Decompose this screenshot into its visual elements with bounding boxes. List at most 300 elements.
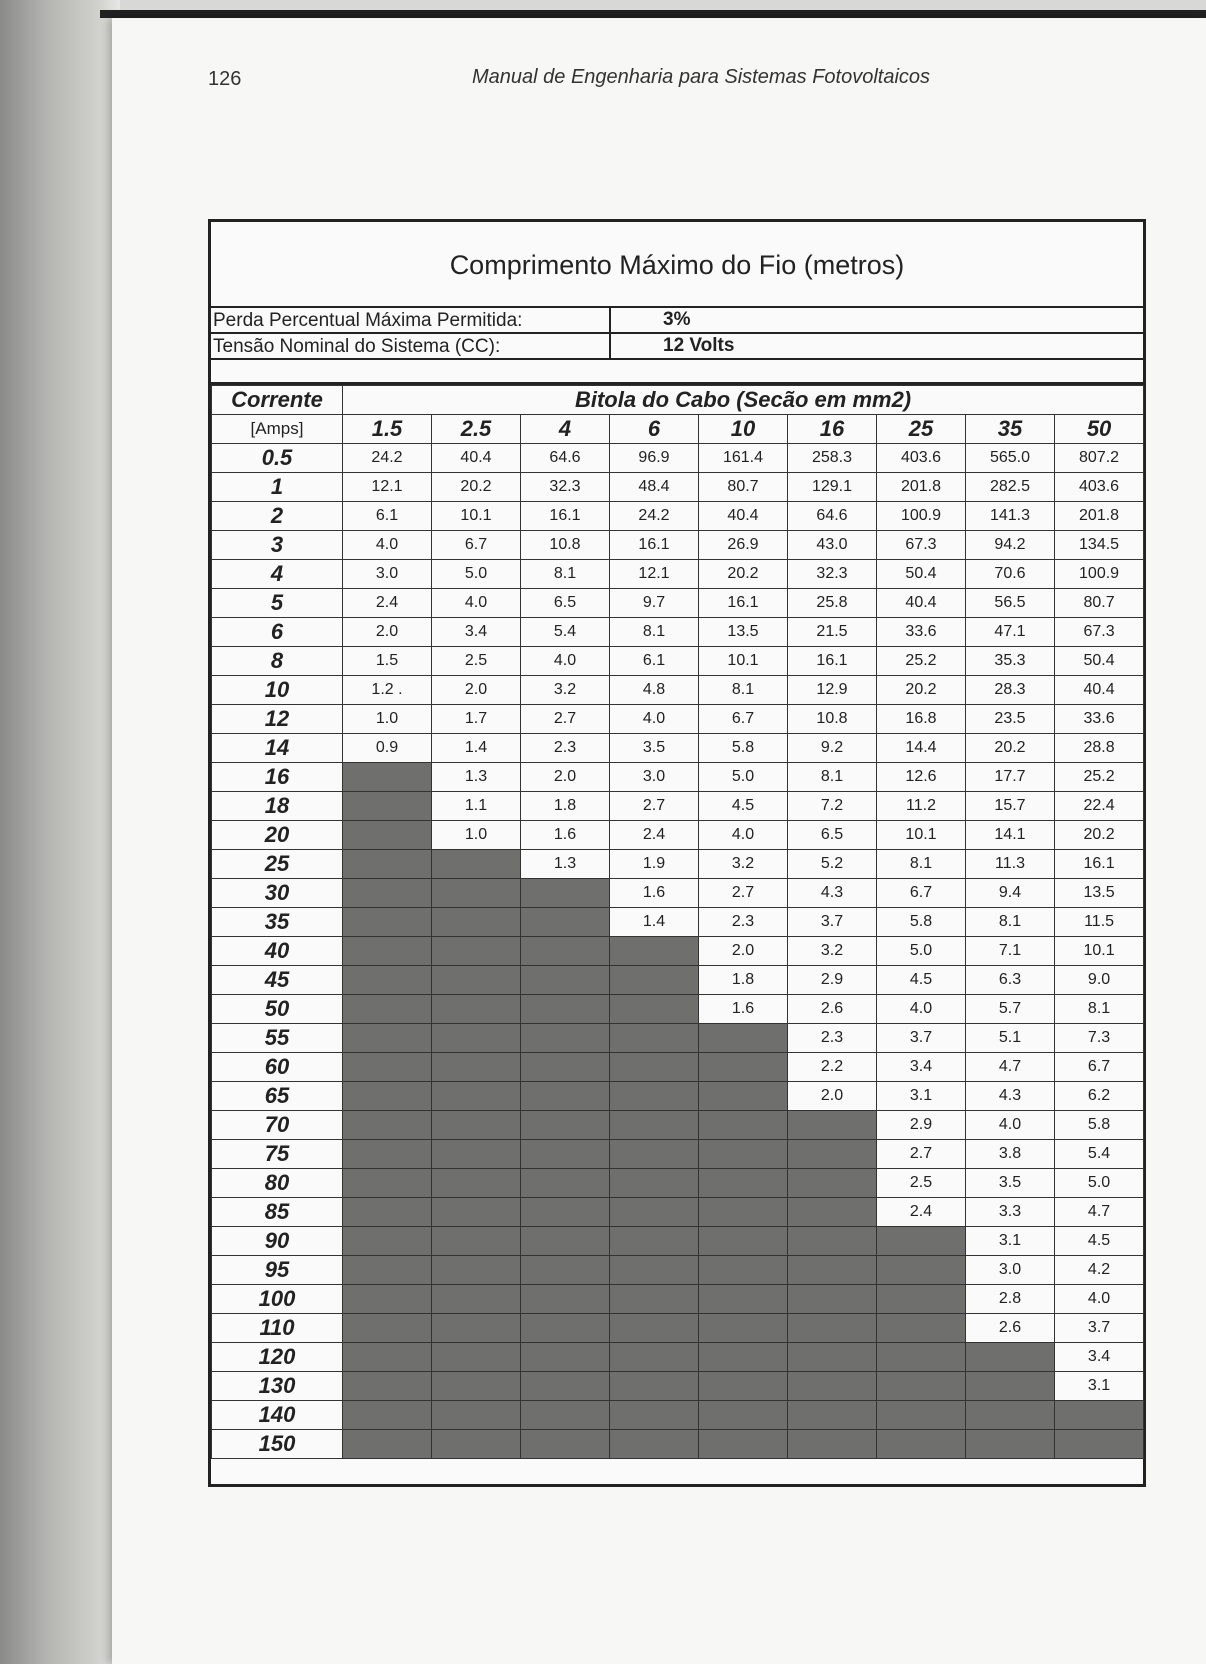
unavailable-cell	[699, 1169, 788, 1198]
current-value: 5	[212, 589, 343, 618]
voltage-label: Tensão Nominal do Sistema (CC):	[213, 336, 501, 357]
current-value: 8	[212, 647, 343, 676]
length-cell: 6.1	[610, 647, 699, 676]
length-cell: 2.7	[521, 705, 610, 734]
length-cell: 6.1	[343, 502, 432, 531]
length-cell: 5.0	[1055, 1169, 1144, 1198]
unavailable-cell	[788, 1343, 877, 1372]
unavailable-cell	[343, 1140, 432, 1169]
length-cell: 13.5	[699, 618, 788, 647]
length-cell: 10.1	[877, 821, 966, 850]
length-cell: 5.1	[966, 1024, 1055, 1053]
length-cell: 24.2	[343, 444, 432, 473]
length-cell: 3.0	[610, 763, 699, 792]
unavailable-cell	[521, 1430, 610, 1459]
unavailable-cell	[610, 1140, 699, 1169]
unavailable-cell	[343, 937, 432, 966]
unavailable-cell	[521, 1169, 610, 1198]
current-value: 100	[212, 1285, 343, 1314]
unavailable-cell	[788, 1401, 877, 1430]
unavailable-cell	[432, 879, 521, 908]
length-cell: 3.1	[877, 1082, 966, 1111]
current-value: 90	[212, 1227, 343, 1256]
unavailable-cell	[788, 1111, 877, 1140]
length-cell: 2.0	[788, 1082, 877, 1111]
unavailable-cell	[432, 1169, 521, 1198]
table-row	[212, 1024, 1144, 1053]
length-cell: 9.4	[966, 879, 1055, 908]
length-cell: 11.5	[1055, 908, 1144, 937]
unavailable-cell	[966, 1430, 1055, 1459]
unavailable-cell	[610, 1111, 699, 1140]
length-cell: 4.7	[966, 1053, 1055, 1082]
unavailable-cell	[699, 1198, 788, 1227]
unavailable-cell	[1055, 1430, 1144, 1459]
unavailable-cell	[343, 792, 432, 821]
length-cell: 4.7	[1055, 1198, 1144, 1227]
length-cell: 28.3	[966, 676, 1055, 705]
unavailable-cell	[788, 1372, 877, 1401]
current-value: 25	[212, 850, 343, 879]
unavailable-cell	[432, 1111, 521, 1140]
length-cell: 403.6	[877, 444, 966, 473]
unavailable-cell	[699, 1285, 788, 1314]
length-cell: 1.6	[610, 879, 699, 908]
length-cell: 3.2	[699, 850, 788, 879]
unavailable-cell	[699, 1082, 788, 1111]
unavailable-cell	[343, 1169, 432, 1198]
length-cell: 12.6	[877, 763, 966, 792]
length-cell: 22.4	[1055, 792, 1144, 821]
current-value: 65	[212, 1082, 343, 1111]
length-cell: 64.6	[788, 502, 877, 531]
length-cell: 40.4	[877, 589, 966, 618]
length-cell: 5.8	[1055, 1111, 1144, 1140]
length-cell: 282.5	[966, 473, 1055, 502]
unavailable-cell	[699, 1111, 788, 1140]
unavailable-cell	[610, 1198, 699, 1227]
length-cell: 2.5	[877, 1169, 966, 1198]
voltage-value: 12 Volts	[663, 335, 735, 356]
length-cell: 1.3	[521, 850, 610, 879]
length-cell: 100.9	[1055, 560, 1144, 589]
length-cell: 4.0	[699, 821, 788, 850]
unavailable-cell	[610, 1082, 699, 1111]
unavailable-cell	[521, 1082, 610, 1111]
length-cell: 21.5	[788, 618, 877, 647]
length-cell: 2.4	[877, 1198, 966, 1227]
length-cell: 8.1	[699, 676, 788, 705]
length-cell: 4.0	[610, 705, 699, 734]
gauge-col-header: 35	[966, 415, 1055, 444]
gauge-col-header: 10	[699, 415, 788, 444]
length-cell: 2.7	[610, 792, 699, 821]
length-cell: 2.3	[788, 1024, 877, 1053]
length-cell: 1.1	[432, 792, 521, 821]
unavailable-cell	[788, 1430, 877, 1459]
length-cell: 12.1	[610, 560, 699, 589]
unavailable-cell	[432, 937, 521, 966]
current-value: 85	[212, 1198, 343, 1227]
length-cell: 1.3	[432, 763, 521, 792]
unavailable-cell	[699, 1227, 788, 1256]
unavailable-cell	[521, 1314, 610, 1343]
unavailable-cell	[343, 1314, 432, 1343]
unavailable-cell	[432, 1198, 521, 1227]
unavailable-cell	[521, 1285, 610, 1314]
length-cell: 4.0	[877, 995, 966, 1024]
table-row	[212, 966, 1144, 995]
unavailable-cell	[610, 1053, 699, 1082]
length-cell: 1.4	[610, 908, 699, 937]
length-cell: 4.5	[1055, 1227, 1144, 1256]
length-cell: 67.3	[1055, 618, 1144, 647]
data-grid	[211, 385, 1144, 1459]
unavailable-cell	[610, 995, 699, 1024]
unavailable-cell	[343, 908, 432, 937]
unavailable-cell	[788, 1314, 877, 1343]
length-cell: 6.7	[699, 705, 788, 734]
unavailable-cell	[432, 1140, 521, 1169]
unavailable-cell	[521, 879, 610, 908]
current-value: 16	[212, 763, 343, 792]
current-value: 70	[212, 1111, 343, 1140]
length-cell: 14.1	[966, 821, 1055, 850]
unavailable-cell	[432, 1053, 521, 1082]
length-cell: 7.2	[788, 792, 877, 821]
table-row	[212, 1140, 1144, 1169]
table-row	[212, 792, 1144, 821]
length-cell: 1.8	[699, 966, 788, 995]
length-cell: 11.2	[877, 792, 966, 821]
length-cell: 1.9	[610, 850, 699, 879]
length-cell: 6.7	[877, 879, 966, 908]
table-row	[212, 1372, 1144, 1401]
gauge-header: Bitola do Cabo (Secão em mm2)	[343, 386, 1144, 415]
length-cell: 3.3	[966, 1198, 1055, 1227]
length-cell: 565.0	[966, 444, 1055, 473]
unavailable-cell	[699, 1314, 788, 1343]
length-cell: 6.3	[966, 966, 1055, 995]
length-cell: 47.1	[966, 618, 1055, 647]
table-row	[212, 647, 1144, 676]
current-value: 50	[212, 995, 343, 1024]
current-value: 95	[212, 1256, 343, 1285]
length-cell: 2.7	[877, 1140, 966, 1169]
unavailable-cell	[699, 1256, 788, 1285]
unavailable-cell	[1055, 1401, 1144, 1430]
unavailable-cell	[343, 763, 432, 792]
length-cell: 5.4	[1055, 1140, 1144, 1169]
length-cell: 16.1	[1055, 850, 1144, 879]
length-cell: 10.1	[699, 647, 788, 676]
length-cell: 201.8	[1055, 502, 1144, 531]
unavailable-cell	[343, 1401, 432, 1430]
length-cell: 1.6	[521, 821, 610, 850]
length-cell: 9.7	[610, 589, 699, 618]
length-cell: 1.4	[432, 734, 521, 763]
unavailable-cell	[877, 1285, 966, 1314]
length-cell: 80.7	[699, 473, 788, 502]
unavailable-cell	[966, 1343, 1055, 1372]
length-cell: 48.4	[610, 473, 699, 502]
unavailable-cell	[343, 995, 432, 1024]
current-value: 10	[212, 676, 343, 705]
length-cell: 2.3	[699, 908, 788, 937]
table-row	[212, 734, 1144, 763]
length-cell: 8.1	[966, 908, 1055, 937]
unavailable-cell	[343, 1430, 432, 1459]
spacer-row	[211, 360, 1143, 385]
table-row	[212, 1198, 1144, 1227]
length-cell: 20.2	[432, 473, 521, 502]
length-cell: 1.0	[432, 821, 521, 850]
unavailable-cell	[521, 1372, 610, 1401]
gauge-col-header: 16	[788, 415, 877, 444]
unavailable-cell	[610, 1256, 699, 1285]
current-value: 45	[212, 966, 343, 995]
length-cell: 3.1	[966, 1227, 1055, 1256]
length-cell: 3.7	[1055, 1314, 1144, 1343]
unavailable-cell	[343, 821, 432, 850]
unavailable-cell	[432, 908, 521, 937]
length-cell: 24.2	[610, 502, 699, 531]
unavailable-cell	[432, 1285, 521, 1314]
length-cell: 16.1	[610, 531, 699, 560]
length-cell: 20.2	[877, 676, 966, 705]
length-cell: 3.4	[877, 1053, 966, 1082]
length-cell: 6.5	[788, 821, 877, 850]
length-cell: 4.3	[788, 879, 877, 908]
length-cell: 2.3	[521, 734, 610, 763]
current-value: 12	[212, 705, 343, 734]
table-row	[212, 444, 1144, 473]
table-row	[212, 560, 1144, 589]
table-row	[212, 705, 1144, 734]
gauge-col-header: 4	[521, 415, 610, 444]
unavailable-cell	[521, 1401, 610, 1430]
table-row	[212, 937, 1144, 966]
unavailable-cell	[521, 937, 610, 966]
table-row	[212, 676, 1144, 705]
length-cell: 16.8	[877, 705, 966, 734]
table-row	[212, 850, 1144, 879]
gauge-col-header: 25	[877, 415, 966, 444]
unavailable-cell	[699, 1401, 788, 1430]
length-cell: 10.1	[432, 502, 521, 531]
length-cell: 15.7	[966, 792, 1055, 821]
unavailable-cell	[788, 1227, 877, 1256]
length-cell: 3.0	[966, 1256, 1055, 1285]
unavailable-cell	[699, 1024, 788, 1053]
current-value: 40	[212, 937, 343, 966]
length-cell: 5.0	[699, 763, 788, 792]
current-value: 18	[212, 792, 343, 821]
gauge-col-header: 6	[610, 415, 699, 444]
length-cell: 1.0	[343, 705, 432, 734]
wire-length-table	[208, 219, 1146, 1487]
length-cell: 56.5	[966, 589, 1055, 618]
length-cell: 5.2	[788, 850, 877, 879]
length-cell: 67.3	[877, 531, 966, 560]
length-cell: 3.1	[1055, 1372, 1144, 1401]
length-cell: 3.4	[1055, 1343, 1144, 1372]
length-cell: 43.0	[788, 531, 877, 560]
unavailable-cell	[521, 1227, 610, 1256]
length-cell: 4.2	[1055, 1256, 1144, 1285]
current-value: 20	[212, 821, 343, 850]
length-cell: 16.1	[521, 502, 610, 531]
unavailable-cell	[610, 1169, 699, 1198]
current-value: 110	[212, 1314, 343, 1343]
length-cell: 5.0	[432, 560, 521, 589]
unavailable-cell	[521, 966, 610, 995]
length-cell: 40.4	[699, 502, 788, 531]
unavailable-cell	[699, 1343, 788, 1372]
current-value: 55	[212, 1024, 343, 1053]
length-cell: 2.8	[966, 1285, 1055, 1314]
table-row	[212, 1401, 1144, 1430]
length-cell: 2.5	[432, 647, 521, 676]
length-cell: 13.5	[1055, 879, 1144, 908]
length-cell: 20.2	[699, 560, 788, 589]
unavailable-cell	[877, 1343, 966, 1372]
length-cell: 2.7	[699, 879, 788, 908]
unavailable-cell	[788, 1169, 877, 1198]
length-cell: 2.0	[699, 937, 788, 966]
length-cell: 6.7	[1055, 1053, 1144, 1082]
length-cell: 50.4	[1055, 647, 1144, 676]
length-cell: 2.6	[788, 995, 877, 1024]
unavailable-cell	[432, 1372, 521, 1401]
unavailable-cell	[343, 1285, 432, 1314]
length-cell: 8.1	[521, 560, 610, 589]
loss-label: Perda Percentual Máxima Permitida:	[213, 310, 523, 331]
length-cell: 3.2	[521, 676, 610, 705]
gauge-col-header: 50	[1055, 415, 1144, 444]
length-cell: 40.4	[432, 444, 521, 473]
length-cell: 4.8	[610, 676, 699, 705]
length-cell: 64.6	[521, 444, 610, 473]
current-value: 2	[212, 502, 343, 531]
unavailable-cell	[521, 1053, 610, 1082]
length-cell: 3.5	[610, 734, 699, 763]
gauge-row	[212, 415, 1144, 444]
unavailable-cell	[432, 1314, 521, 1343]
length-cell: 10.8	[788, 705, 877, 734]
gauge-col-header: 1.5	[343, 415, 432, 444]
length-cell: 161.4	[699, 444, 788, 473]
length-cell: 4.0	[1055, 1285, 1144, 1314]
length-cell: 6.7	[432, 531, 521, 560]
page-edge	[100, 10, 1206, 18]
length-cell: 0.9	[343, 734, 432, 763]
current-header: Corrente	[212, 386, 343, 415]
length-cell: 17.7	[966, 763, 1055, 792]
loss-value: 3%	[663, 309, 691, 330]
unavailable-cell	[521, 908, 610, 937]
unavailable-cell	[610, 1372, 699, 1401]
length-cell: 7.1	[966, 937, 1055, 966]
table-row	[212, 1111, 1144, 1140]
unavailable-cell	[432, 1401, 521, 1430]
current-value: 130	[212, 1372, 343, 1401]
length-cell: 5.7	[966, 995, 1055, 1024]
length-cell: 14.4	[877, 734, 966, 763]
current-unit: [Amps]	[212, 415, 343, 444]
book-page	[112, 18, 1206, 1664]
table-row	[212, 1285, 1144, 1314]
length-cell: 9.0	[1055, 966, 1144, 995]
current-value: 75	[212, 1140, 343, 1169]
unavailable-cell	[343, 850, 432, 879]
length-cell: 2.6	[966, 1314, 1055, 1343]
table-row	[212, 502, 1144, 531]
length-cell: 40.4	[1055, 676, 1144, 705]
current-value: 150	[212, 1430, 343, 1459]
table-row	[212, 1227, 1144, 1256]
unavailable-cell	[432, 1227, 521, 1256]
unavailable-cell	[788, 1140, 877, 1169]
table-row	[212, 589, 1144, 618]
table-row	[212, 1343, 1144, 1372]
current-value: 1	[212, 473, 343, 502]
unavailable-cell	[343, 1372, 432, 1401]
length-cell: 70.6	[966, 560, 1055, 589]
unavailable-cell	[432, 1024, 521, 1053]
length-cell: 2.9	[877, 1111, 966, 1140]
unavailable-cell	[610, 966, 699, 995]
length-cell: 4.5	[877, 966, 966, 995]
length-cell: 2.4	[610, 821, 699, 850]
length-cell: 2.0	[432, 676, 521, 705]
length-cell: 807.2	[1055, 444, 1144, 473]
length-cell: 20.2	[1055, 821, 1144, 850]
length-cell: 96.9	[610, 444, 699, 473]
length-cell: 10.8	[521, 531, 610, 560]
length-cell: 9.2	[788, 734, 877, 763]
unavailable-cell	[521, 1343, 610, 1372]
table-row	[212, 879, 1144, 908]
unavailable-cell	[877, 1256, 966, 1285]
loss-row	[211, 308, 1143, 334]
unavailable-cell	[343, 879, 432, 908]
length-cell: 4.0	[432, 589, 521, 618]
unavailable-cell	[521, 1111, 610, 1140]
length-cell: 403.6	[1055, 473, 1144, 502]
length-cell: 258.3	[788, 444, 877, 473]
length-cell: 3.7	[788, 908, 877, 937]
unavailable-cell	[432, 966, 521, 995]
length-cell: 201.8	[877, 473, 966, 502]
unavailable-cell	[432, 995, 521, 1024]
length-cell: 80.7	[1055, 589, 1144, 618]
unavailable-cell	[432, 1256, 521, 1285]
length-cell: 4.3	[966, 1082, 1055, 1111]
length-cell: 6.5	[521, 589, 610, 618]
length-cell: 11.3	[966, 850, 1055, 879]
length-cell: 4.0	[966, 1111, 1055, 1140]
book-spine	[0, 0, 120, 1664]
length-cell: 1.7	[432, 705, 521, 734]
length-cell: 2.0	[343, 618, 432, 647]
table-row	[212, 908, 1144, 937]
table-row	[212, 1082, 1144, 1111]
length-cell: 20.2	[966, 734, 1055, 763]
length-cell: 3.8	[966, 1140, 1055, 1169]
unavailable-cell	[343, 1082, 432, 1111]
unavailable-cell	[966, 1372, 1055, 1401]
